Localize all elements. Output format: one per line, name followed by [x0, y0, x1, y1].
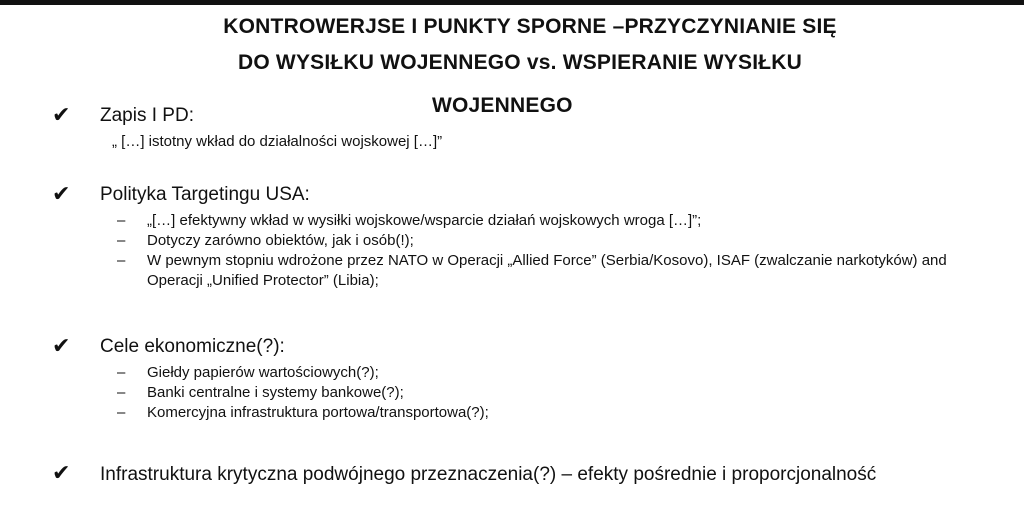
section-heading: Zapis I PD:	[100, 105, 194, 126]
list-item	[117, 403, 489, 423]
checkmark-icon: ✔	[52, 182, 71, 207]
list-item-text: Giełdy papierów wartościowych(?);	[147, 364, 379, 381]
dash-marker: –	[117, 252, 126, 269]
top-border	[0, 0, 1024, 5]
section-heading: Cele ekonomiczne(?):	[100, 336, 285, 357]
list-item	[117, 251, 947, 291]
section-heading: Infrastruktura krytyczna podwójnego przeznaczenia(?) – efekty pośrednie i proporcjonalność	[100, 464, 877, 485]
list-item	[117, 363, 489, 383]
list-item	[117, 383, 489, 403]
checkmark-icon: ✔	[52, 461, 71, 486]
dash-marker: –	[117, 364, 126, 381]
list-item	[117, 211, 947, 231]
slide-title-line-3: WOJENNEGO	[432, 94, 573, 117]
list-item-text: Banki centralne i systemy bankowe(?);	[147, 384, 404, 401]
checkmark-icon: ✔	[52, 103, 71, 128]
sub-list	[117, 363, 489, 423]
list-item-text: „[…] efektywny wkład w wysiłki wojskowe/wsparcie działań wojskowych wroga […]”;	[147, 212, 702, 229]
list-item-text: W pewnym stopniu wdrożone przez NATO w Operacji „Allied Force” (Serbia/Kosovo), ISAF (zwalczanie narkotyków) and Operacji „Unified Protector” (Libia);	[147, 252, 947, 289]
dash-marker: –	[117, 384, 126, 401]
list-item	[117, 231, 947, 251]
slide-title-line-1: KONTROWERJSE I PUNKTY SPORNE –PRZYCZYNIANIE SIĘ	[223, 15, 837, 38]
section-heading: Polityka Targetingu USA:	[100, 184, 310, 205]
slide-title-line-2: DO WYSIŁKU WOJENNEGO vs. WSPIERANIE WYSIŁKU	[238, 51, 802, 74]
sub-list	[117, 211, 947, 291]
list-item-text: Dotyczy zarówno obiektów, jak i osób(!);	[147, 232, 414, 249]
list-item-text: Komercyjna infrastruktura portowa/transportowa(?);	[147, 404, 489, 421]
dash-marker: –	[117, 404, 126, 421]
checkmark-icon: ✔	[52, 334, 71, 359]
section-quote: „ […] istotny wkład do działalności wojskowej […]”	[112, 133, 443, 150]
dash-marker: –	[117, 212, 126, 229]
dash-marker: –	[117, 232, 126, 249]
